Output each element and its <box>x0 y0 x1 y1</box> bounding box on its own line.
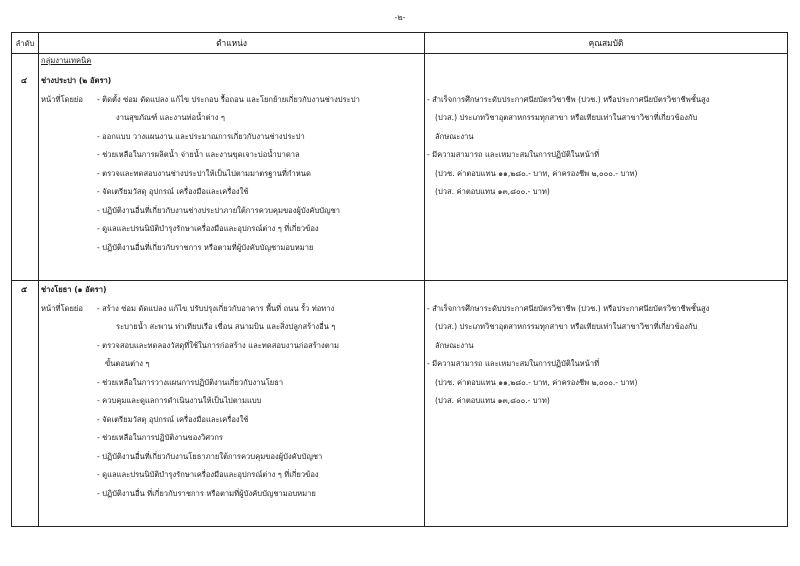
position-title: ช่างประปา (๒ อัตรา) <box>41 76 112 85</box>
row-order: ๕ <box>21 285 28 294</box>
qualification-item: (ปวส. ค่าตอบแทน ๑๓,๘๐๐.- บาท) <box>435 396 550 405</box>
duty-item: - ตรวจสอบและทดลองวัสดุที่ใช้ในการก่อสร้าง และทดสอบงานก่อสร้างตาม <box>97 341 339 350</box>
page-number: -๒- <box>394 13 406 22</box>
duty-item: - ตรวจและทดสอบงานช่างประปาให้เป็นไปตามมาตรฐานที่กำหนด <box>97 169 311 178</box>
duty-item: - ติดตั้ง ซ่อม ดัดแปลง แก้ไข ประกอบ รื้อถอน และโยกย้ายเกี่ยวกับงานช่างประปา <box>97 95 360 104</box>
qualification-item: - มีความสามารถ และเหมาะสมในการปฏิบัติในหน้าที่ <box>427 359 600 368</box>
qualification-item: (ปวช. ค่าตอบแทน ๑๑,๒๘๐.- บาท, ค่าครองชีพ ๒,๐๐๐.- บาท) <box>435 378 638 387</box>
duty-item: - จัดเตรียมวัสดุ อุปกรณ์ เครื่องมือและเครื่องใช้ <box>97 187 249 196</box>
duty-item: - สร้าง ซ่อม ดัดแปลง แก้ไข ปรับปรุงเกี่ยวกับอาคาร พื้นที่ ถนน รั้ว ท่อทาง <box>97 304 335 313</box>
duties-label: หน้าที่โดยย่อ <box>41 304 83 313</box>
duty-item: - ปฏิบัติงานอื่น ที่เกี่ยวกับราชการ หรือตามที่ผู้บังคับบัญชามอบหมาย <box>97 489 316 498</box>
duty-item: งานสุขภัณฑ์ และงานท่อน้ำต่าง ๆ <box>116 113 225 122</box>
positions-table <box>11 32 788 527</box>
duty-item: - ดูแลและปรนนิบัติบำรุงรักษาเครื่องมือและอุปกรณ์ต่าง ๆ ที่เกี่ยวข้อง <box>97 224 319 233</box>
duty-item: - ควบคุมและดูแลการดำเนินงานให้เป็นไปตามแบบ <box>97 396 262 405</box>
qualification-item: ลักษณะงาน <box>435 132 474 141</box>
duty-item: - ปฏิบัติงานอื่นที่เกี่ยวกับงานโยธาภายใต้การควบคุมของผู้บังคับบัญชา <box>97 452 323 461</box>
row-order: ๔ <box>21 76 28 85</box>
duties-label: หน้าที่โดยย่อ <box>41 95 83 104</box>
position-title: ช่างโยธา (๑ อัตรา) <box>41 285 107 294</box>
qualification-item: - สำเร็จการศึกษาระดับประกาศนียบัตรวิชาชีพ (ปวช.) หรือประกาศนียบัตรวิชาชีพชั้นสูง <box>427 304 710 313</box>
row-divider <box>12 280 787 281</box>
qualification-item: (ปวช. ค่าตอบแทน ๑๑,๒๘๐.- บาท, ค่าครองชีพ ๒,๐๐๐.- บาท) <box>435 169 638 178</box>
qualification-item: ลักษณะงาน <box>435 341 474 350</box>
duty-item: - จัดเตรียมวัสดุ อุปกรณ์ เครื่องมือและเครื่องใช้ <box>97 415 249 424</box>
duty-item: ขั้นตอนต่าง ๆ <box>105 359 150 368</box>
duty-item: - ช่วยเหลือในการผลิตน้ำ จ่ายน้ำ และงานขุดเจาะบ่อน้ำบาดาล <box>97 150 300 159</box>
qualification-item: (ปวส.) ประเภทวิชาอุตสาหกรรมทุกสาขา หรือเทียบเท่าในสาขาวิชาที่เกี่ยวข้องกับ <box>435 113 698 122</box>
duty-item: - ช่วยเหลือในการปฏิบัติงานของวิศวกร <box>97 433 223 442</box>
header-order: ลำดับ <box>15 39 35 48</box>
duty-item: - ดูแลและปรนนิบัติบำรุงรักษาเครื่องมือและอุปกรณ์ต่าง ๆ ที่เกี่ยวข้อง <box>97 470 319 479</box>
duty-item: ระบายน้ำ สะพาน ท่าเทียบเรือ เขื่อน สนามบิน และสิ่งปลูกสร้างอื่น ๆ <box>116 322 336 331</box>
header-qualification: คุณสมบัติ <box>588 38 624 48</box>
qualification-item: - สำเร็จการศึกษาระดับประกาศนียบัตรวิชาชีพ (ปวช.) หรือประกาศนียบัตรวิชาชีพชั้นสูง <box>427 95 710 104</box>
qualification-item: (ปวส. ค่าตอบแทน ๑๓,๘๐๐.- บาท) <box>435 187 550 196</box>
duty-item: - ปฏิบัติงานอื่นที่เกี่ยวกับงานช่างประปาภายใต้การควบคุมของผู้บังคับบัญชา <box>97 206 341 215</box>
duty-item: - ช่วยเหลือในการวางแผนการปฏิบัติงานเกี่ยวกับงานโยธา <box>97 378 284 387</box>
duty-item: - ออกแบบ วางแผนงาน และประมาณการเกี่ยวกับงานช่างประปา <box>97 132 305 141</box>
group-title: กลุ่มงานเทคนิค <box>41 56 92 65</box>
header-position: ตำแหน่ง <box>216 38 247 48</box>
qualification-item: (ปวส.) ประเภทวิชาอุตสาหกรรมทุกสาขา หรือเทียบเท่าในสาขาวิชาที่เกี่ยวข้องกับ <box>435 322 698 331</box>
duty-item: - ปฏิบัติงานอื่นที่เกี่ยวกับราชการ หรือตามที่ผู้บังคับบัญชามอบหมาย <box>97 243 314 252</box>
qualification-item: - มีความสามารถ และเหมาะสมในการปฏิบัติในหน้าที่ <box>427 150 600 159</box>
